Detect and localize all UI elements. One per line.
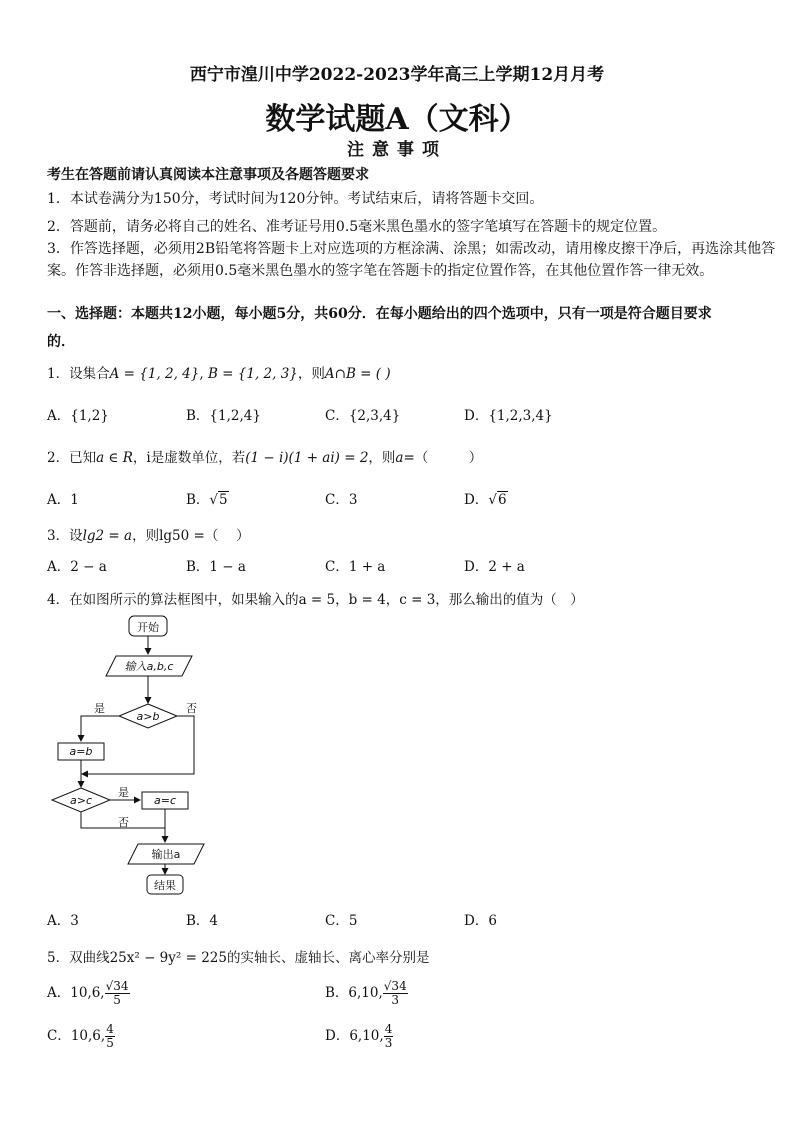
q1-option-d: D．{1,2,3,4} bbox=[464, 408, 553, 424]
flow-end-label: 结果 bbox=[154, 879, 176, 892]
flowchart bbox=[40, 612, 240, 897]
flow-condition-1-label: a>b bbox=[136, 710, 160, 723]
flow-input-label: 输入a,b,c bbox=[124, 660, 174, 673]
flow-condition-2-label: a>c bbox=[69, 794, 93, 807]
flow-no-1-label: 否 bbox=[186, 702, 197, 715]
notice-item-1: 1．本试卷满分为150分，考试时间为120分钟。考试结束后，请将答题卡交回。 bbox=[47, 191, 544, 207]
q2-option-d bbox=[464, 488, 508, 508]
q2-option-b-radicand: 5 bbox=[219, 492, 228, 508]
q1-expression: A∩B = ( ) bbox=[324, 366, 391, 382]
q4-option-d: D．6 bbox=[464, 913, 497, 929]
section-heading-line1: 一、选择题：本题共12小题，每小题5分，共60分．在每小题给出的四个选项中，只有一项是符合题目要求 bbox=[47, 306, 712, 322]
flow-assign-1-label: a=b bbox=[69, 745, 93, 758]
q1-prefix: 1．设集合 bbox=[47, 366, 110, 382]
q2-option-d-label: D． bbox=[464, 492, 489, 508]
q2-option-d-radicand: 6 bbox=[497, 492, 507, 508]
q5-option-a-fraction bbox=[105, 980, 130, 1007]
q5-option-c bbox=[47, 1023, 115, 1050]
flow-yes-2-label: 是 bbox=[118, 786, 129, 799]
q5-option-c-label: C．10,6, bbox=[47, 1028, 106, 1044]
question-4: 4．在如图所示的算法框图中，如果输入的a = 5，b = 4，c = 3，那么输出的值为（ ） bbox=[47, 592, 584, 608]
q1-option-c: C．{2,3,4} bbox=[325, 408, 401, 424]
q2-prefix: 2．已知 bbox=[47, 450, 97, 466]
q5-option-d-label: D．6,10, bbox=[325, 1028, 384, 1044]
q2-ask: ，则 bbox=[368, 450, 396, 466]
q5-option-b bbox=[325, 980, 408, 1007]
notice-intro: 考生在答题前请认真阅读本注意事项及各题答题要求 bbox=[47, 167, 369, 183]
fraction-numerator: 4 bbox=[384, 1022, 393, 1036]
q2-variable: a bbox=[395, 450, 404, 466]
fraction-numerator: √34 bbox=[105, 979, 129, 993]
exam-title: 西宁市湟川中学2022-2023学年高三上学期12月月考 bbox=[189, 65, 605, 85]
notice-item-2: 2．答题前，请务必将自己的姓名、准考证号用0.5毫米黑色墨水的签字笔填写在答题卡的规定位置。 bbox=[47, 219, 667, 235]
q1-option-b: B．{1,2,4} bbox=[186, 408, 261, 424]
q5-option-a bbox=[47, 980, 130, 1007]
flow-output-label: 输出a bbox=[151, 848, 181, 861]
q2-option-c: C．3 bbox=[325, 492, 358, 508]
q1-set-a: A = {1, 2, 4} bbox=[109, 366, 200, 382]
q3-option-d: D．2 + a bbox=[464, 559, 525, 575]
flow-no-2-label: 否 bbox=[118, 816, 129, 829]
q5-option-d-fraction bbox=[384, 1023, 394, 1050]
notice-item-3: 3．作答选择题，必须用2B铅笔将答题卡上对应选项的方框涂满、涂黑；如需改动，请用橡皮擦干净后，再选涂其他答案。作答非选择题，必须用0.5毫米黑色墨水的签字笔在答题卡的指定位置作答，在其他位置作答一律无效。 bbox=[47, 241, 776, 279]
q2-option-b bbox=[186, 488, 229, 508]
q2-option-a: A．1 bbox=[47, 492, 79, 508]
q2-condition: a ∈ R bbox=[96, 450, 133, 466]
subject-title: 数学试题A（文科） bbox=[265, 102, 529, 137]
fraction-numerator: √34 bbox=[383, 979, 407, 993]
q2-option-b-label: B． bbox=[186, 492, 210, 508]
q3-option-b: B．1 − a bbox=[186, 559, 246, 575]
question-3 bbox=[47, 524, 250, 544]
q3-given: lg2 = a bbox=[82, 528, 133, 544]
q3-option-c: C．1 + a bbox=[325, 559, 386, 575]
q2-equation: (1 − i)(1 + ai) = 2 bbox=[245, 450, 369, 466]
fraction-denominator: 5 bbox=[106, 1036, 114, 1050]
section-heading-line2: 的． bbox=[47, 334, 75, 350]
q4-option-a: A．3 bbox=[47, 913, 79, 929]
fraction-denominator: 5 bbox=[113, 993, 121, 1007]
flow-yes-1-label: 是 bbox=[94, 702, 105, 715]
question-5: 5．双曲线25x² − 9y² = 225的实轴长、虚轴长、离心率分别是 bbox=[47, 950, 430, 966]
q3-ask: lg50 =（ ） bbox=[159, 528, 250, 544]
q5-option-b-label: B．6,10, bbox=[325, 985, 383, 1001]
q2-mid: ，i是虚数单位，若 bbox=[132, 450, 246, 466]
q5-option-d bbox=[325, 1023, 393, 1050]
q3-option-a: A．2 − a bbox=[47, 559, 107, 575]
fraction-denominator: 3 bbox=[384, 1036, 393, 1050]
q4-option-b: B．4 bbox=[186, 913, 219, 929]
notice-title: 注意事项 bbox=[347, 140, 447, 160]
q2-tail: =（ ） bbox=[403, 450, 483, 466]
question-1: 1．设集合A = {1, 2, 4}, B = {1, 2, 3}，则A∩B = ( ) bbox=[47, 366, 391, 382]
q1-option-a: A．{1,2} bbox=[47, 408, 109, 424]
sqrt-symbol: √ bbox=[209, 492, 219, 508]
q5-option-c-fraction bbox=[105, 1023, 115, 1050]
fraction-denominator: 3 bbox=[391, 993, 400, 1007]
q3-prefix: 3．设 bbox=[47, 528, 83, 544]
q4-option-c: C．5 bbox=[325, 913, 358, 929]
q1-mid: ，则 bbox=[297, 366, 325, 382]
fraction-numerator: 4 bbox=[106, 1022, 114, 1036]
q5-option-a-label: A．10,6, bbox=[47, 985, 105, 1001]
q1-set-b: B = {1, 2, 3} bbox=[207, 366, 298, 382]
flow-start-label: 开始 bbox=[137, 621, 159, 634]
q3-mid: ，则 bbox=[132, 528, 160, 544]
question-2 bbox=[47, 446, 482, 466]
q5-option-b-fraction bbox=[383, 980, 408, 1007]
sqrt-symbol: √ bbox=[488, 492, 497, 508]
flow-assign-2-label: a=c bbox=[153, 794, 177, 807]
